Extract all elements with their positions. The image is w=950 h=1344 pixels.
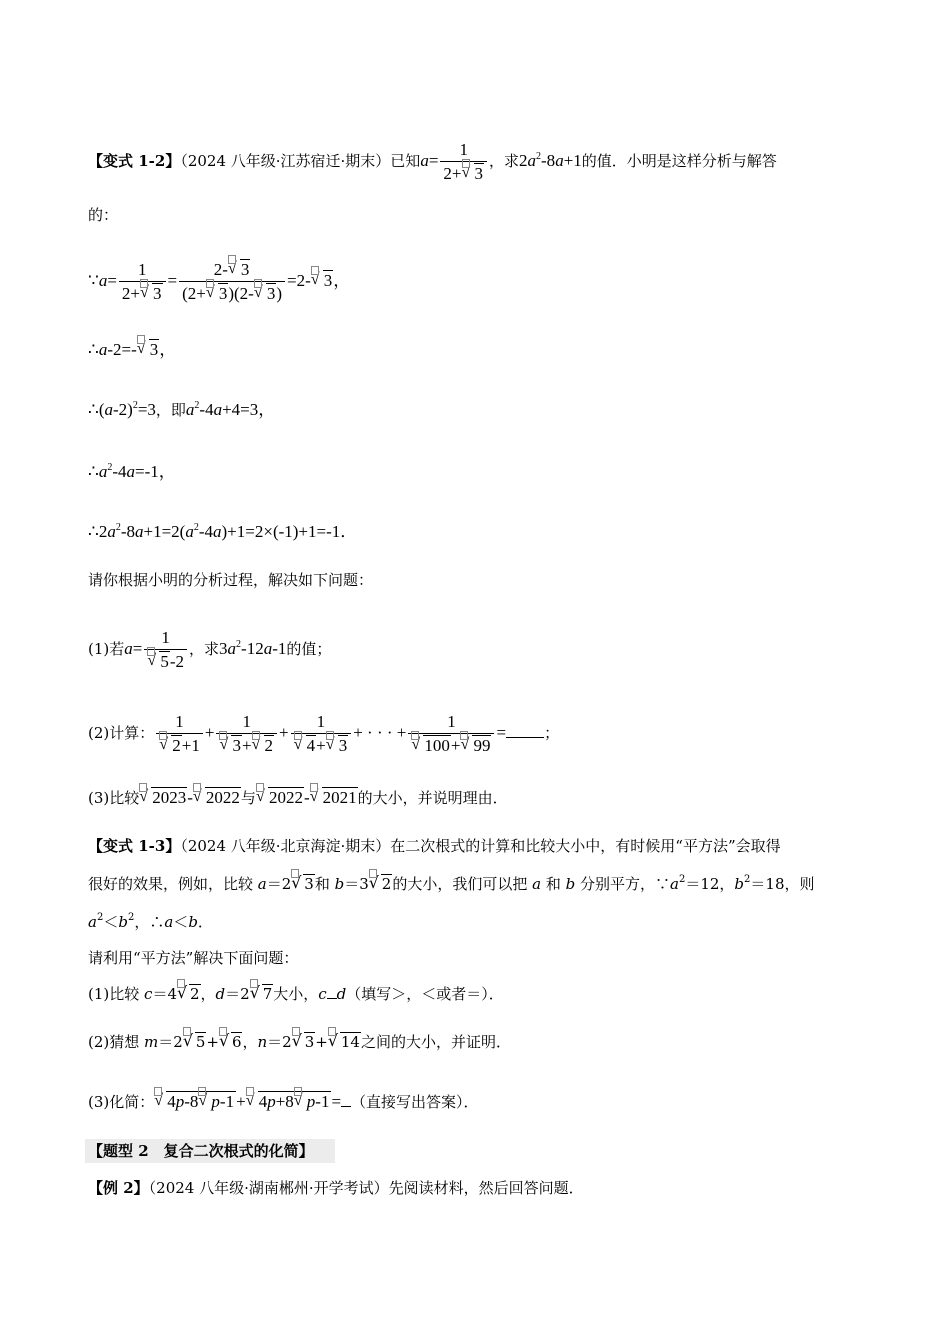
v13-q1: (1)比较 c＝4 √ 2，d＝2 √ 7大小，c d（填写＞，＜或者＝）．	[88, 984, 504, 1004]
v12-a-fraction: 1 2+ √ 3	[440, 140, 487, 184]
v12-prompt: 请你根据小明的分析过程，解决如下问题：	[88, 571, 374, 589]
v13-line1: 【变式 1-3】（2024 八年级·北京海淀·期末）在二次根式的计算和比较大小中，有时候用“平方法”会取得	[88, 837, 781, 855]
v13-q3: (3)化简： √ 4p-8 √ p-1 + √ 4p+8 √ p-1 = （直接写出答案）．	[88, 1092, 479, 1112]
section-title: 【题型 2 复合二次根式的化简】	[88, 1142, 314, 1160]
v12-step4: $\therefore a^2-4a=-1$，	[88, 462, 176, 481]
q3-answer-blank[interactable]	[341, 1094, 351, 1107]
v13-line2: 很好的效果，例如，比较 a＝2 √ 3和 b＝3 √ 2的大小，我们可以把 a 和 b 分别平方，$\because a^2=12$，$b^2=18$，则	[88, 874, 815, 894]
v12-step5: $\therefore 2a^2-8a+1=2(a^2-4a)+1=2\times(-1)+1=-1$．	[88, 522, 358, 541]
v13-line3: $a^2<b^2$，∴a＜b．	[88, 912, 213, 931]
v12-step1: ∵a= 1 2+ √ 3 = 2- √ 3 (2+ √ 3)(2- √ 3) =2- √ 3，	[88, 260, 350, 304]
v12-step3: $\therefore(a-2)^2=3$，即$a^2-4a+4=3$，	[88, 400, 276, 419]
v12-q3: (3)比较 √ 2023- √ 2022与 √ 2022- √ 2021的大小，并说明理由．	[88, 788, 508, 808]
v12-q2: (2)计算： 1 √ 2+1 + 1 √ 3+ √ 2 + 1 √ 4+ √ 3 + · · · + 1 √ 100+ √ 99 = ；	[88, 712, 559, 756]
v13-prompt: 请利用“平方法”解决下面问题：	[88, 949, 299, 967]
v12-tag: 【变式 1-2】	[88, 152, 181, 170]
q2-answer-blank[interactable]	[506, 725, 544, 738]
v12-source: （2024 八年级·江苏宿迁·期末）已知	[180, 152, 421, 170]
v13-tag: 【变式 1-3】	[88, 837, 181, 855]
example-2: 【例 2】（2024 八年级·湖南郴州·开学考试）先阅读材料，然后回答问题．	[88, 1179, 584, 1197]
v12-step2: ∴a-2=- √ 3，	[88, 340, 176, 360]
v13-q2: (2)猜想 m＝2 √ 5+ √ 6，n＝2 √ 3+ √ 14之间的大小，并证明．	[88, 1032, 511, 1052]
v12-intro: 【变式 1-2】（2024 八年级·江苏宿迁·期末）已知a= 1 2+ √ 3 ，求$2a^2-8a+1$的值．小明是这样分析与解答	[88, 140, 777, 184]
q1-compare-blank[interactable]	[327, 986, 337, 999]
v12-intro-cont: 的：	[88, 206, 119, 224]
v12-q1: (1)若a= 1 √ 5-2 ，求$3a^2-12a-1$的值；	[88, 628, 331, 672]
example-tag: 【例 2】	[88, 1179, 149, 1197]
